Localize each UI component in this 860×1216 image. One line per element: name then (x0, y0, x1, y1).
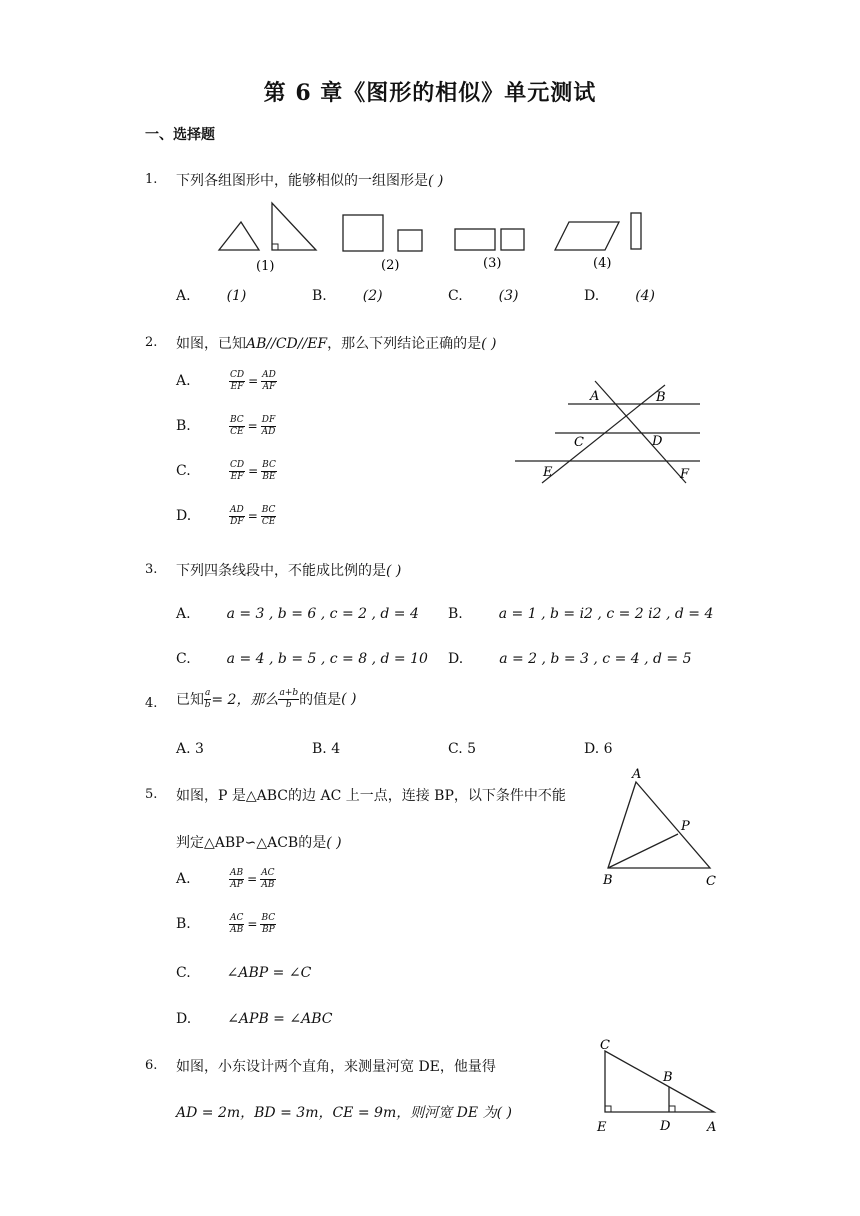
q5-option-a[interactable]: A. $\frac{AB}{AP}$ = $\frac{AC}{AB}$ (176, 868, 275, 890)
point-b: B (656, 390, 666, 405)
fig-label-2: (2) (381, 258, 400, 273)
question-3-text: 下列四条线段中，不能成比例的是( ) (176, 563, 402, 579)
segment-bp (608, 834, 678, 868)
small-square (398, 230, 422, 251)
point-c: C (574, 435, 584, 450)
q4-option-b[interactable]: B. 4 (312, 741, 341, 757)
transversal-ad (595, 381, 686, 483)
question-6-number: 6. (145, 1058, 158, 1073)
parallelogram (555, 222, 619, 250)
point-b: B (603, 873, 613, 888)
q1-option-b[interactable]: B. (2) (312, 288, 383, 304)
question-6-line-2: AD = 2m，BD = 3m，CE = 9m，则河宽 DE 为( ) (176, 1105, 512, 1121)
question-1-stem: 下列各组图形中，能够相似的一组图形是 (176, 173, 428, 189)
question-4-text: 已知 $\frac{a}{b}$ = 2，那么 $\frac{a+b}{b}$ 的值是 ( ) (176, 688, 357, 710)
question-1-figure (210, 198, 650, 278)
q5-option-d[interactable]: D. ∠APB = ∠ABC (176, 1011, 333, 1027)
right-triangle (272, 203, 316, 250)
q2-option-d[interactable]: D. $\frac{AD}{DF}$ = $\frac{BC}{CE}$ (176, 505, 276, 527)
fig-label-3: (3) (483, 256, 502, 271)
q3-option-b[interactable]: B. a = 1 , b = i2 , c = 2 i2 , d = 4 (448, 606, 714, 622)
right-angle-mark (272, 244, 278, 250)
point-e: E (597, 1120, 607, 1135)
small-rectangle (501, 229, 524, 250)
section-heading: 一、选择题 (145, 127, 215, 143)
point-p: P (681, 819, 690, 834)
q2-option-a[interactable]: A. $\frac{CD}{EF}$ = $\frac{AD}{AF}$ (176, 370, 276, 392)
fig-label-1: (1) (256, 259, 275, 274)
q4-option-c[interactable]: C. 5 (448, 741, 477, 757)
q1-option-a[interactable]: A. (1) (176, 288, 247, 304)
question-4-number: 4. (145, 696, 158, 711)
q3-option-a[interactable]: A. a = 3 , b = 6 , c = 2 , d = 4 (176, 606, 419, 622)
q1-option-d[interactable]: D. (4) (584, 288, 656, 304)
point-d: D (652, 434, 663, 449)
large-square (343, 215, 383, 251)
point-b: B (663, 1070, 673, 1085)
point-c: C (706, 874, 716, 889)
question-1-number: 1. (145, 172, 158, 187)
q2-option-b[interactable]: B. $\frac{BC}{CE}$ = $\frac{DF}{AD}$ (176, 415, 276, 437)
q2-option-c[interactable]: C. $\frac{CD}{EF}$ = $\frac{BC}{BE}$ (176, 460, 276, 482)
fig-label-4: (4) (593, 256, 612, 271)
question-2-figure (510, 375, 710, 490)
q3-option-d[interactable]: D. a = 2 , b = 3 , c = 4 , d = 5 (448, 651, 692, 667)
point-a: A (632, 767, 642, 782)
question-6-line-1: 如图，小东设计两个直角，来测量河宽 DE，他量得 (176, 1059, 496, 1075)
triangle-ace (605, 1051, 714, 1112)
transversal-be (542, 385, 665, 483)
answer-paren: ( ) (428, 173, 444, 189)
q1-option-c[interactable]: C. (3) (448, 288, 519, 304)
question-3-number: 3. (145, 562, 158, 577)
triangle-abc (608, 782, 710, 868)
q5-option-b[interactable]: B. $\frac{AC}{AB}$ = $\frac{BC}{BP}$ (176, 913, 276, 935)
point-e: E (543, 465, 553, 480)
point-a: A (590, 389, 600, 404)
point-f: F (680, 467, 690, 482)
q4-option-a[interactable]: A. 3 (176, 741, 204, 757)
question-2-number: 2. (145, 335, 158, 350)
question-5-line-1: 如图，P 是△ABC的边 AC 上一点，连接 BP，以下条件中不能 (176, 788, 566, 804)
q3-option-c[interactable]: C. a = 4 , b = 5 , c = 8 , d = 10 (176, 651, 428, 667)
rectangle (455, 229, 495, 250)
page-title: 第 6 章《图形的相似》单元测试 (263, 80, 597, 106)
right-angle-e (605, 1106, 611, 1112)
question-5-figure (596, 764, 726, 892)
point-d: D (660, 1119, 671, 1134)
question-6-figure (590, 1036, 725, 1136)
right-angle-d (669, 1106, 675, 1112)
thin-rectangle (631, 213, 641, 249)
q4-option-d[interactable]: D. 6 (584, 741, 613, 757)
point-c: C (600, 1038, 610, 1053)
q5-option-c[interactable]: C. ∠ABP = ∠C (176, 965, 312, 981)
question-5-line-2: 判定△ABP∽△ACB的是( ) (176, 835, 342, 851)
question-5-number: 5. (145, 787, 158, 802)
question-1-text (176, 170, 443, 190)
question-2-text: 如图，已知AB//CD//EF，那么下列结论正确的是( ) (176, 336, 497, 352)
point-a: A (707, 1120, 717, 1135)
acute-triangle (219, 222, 259, 250)
